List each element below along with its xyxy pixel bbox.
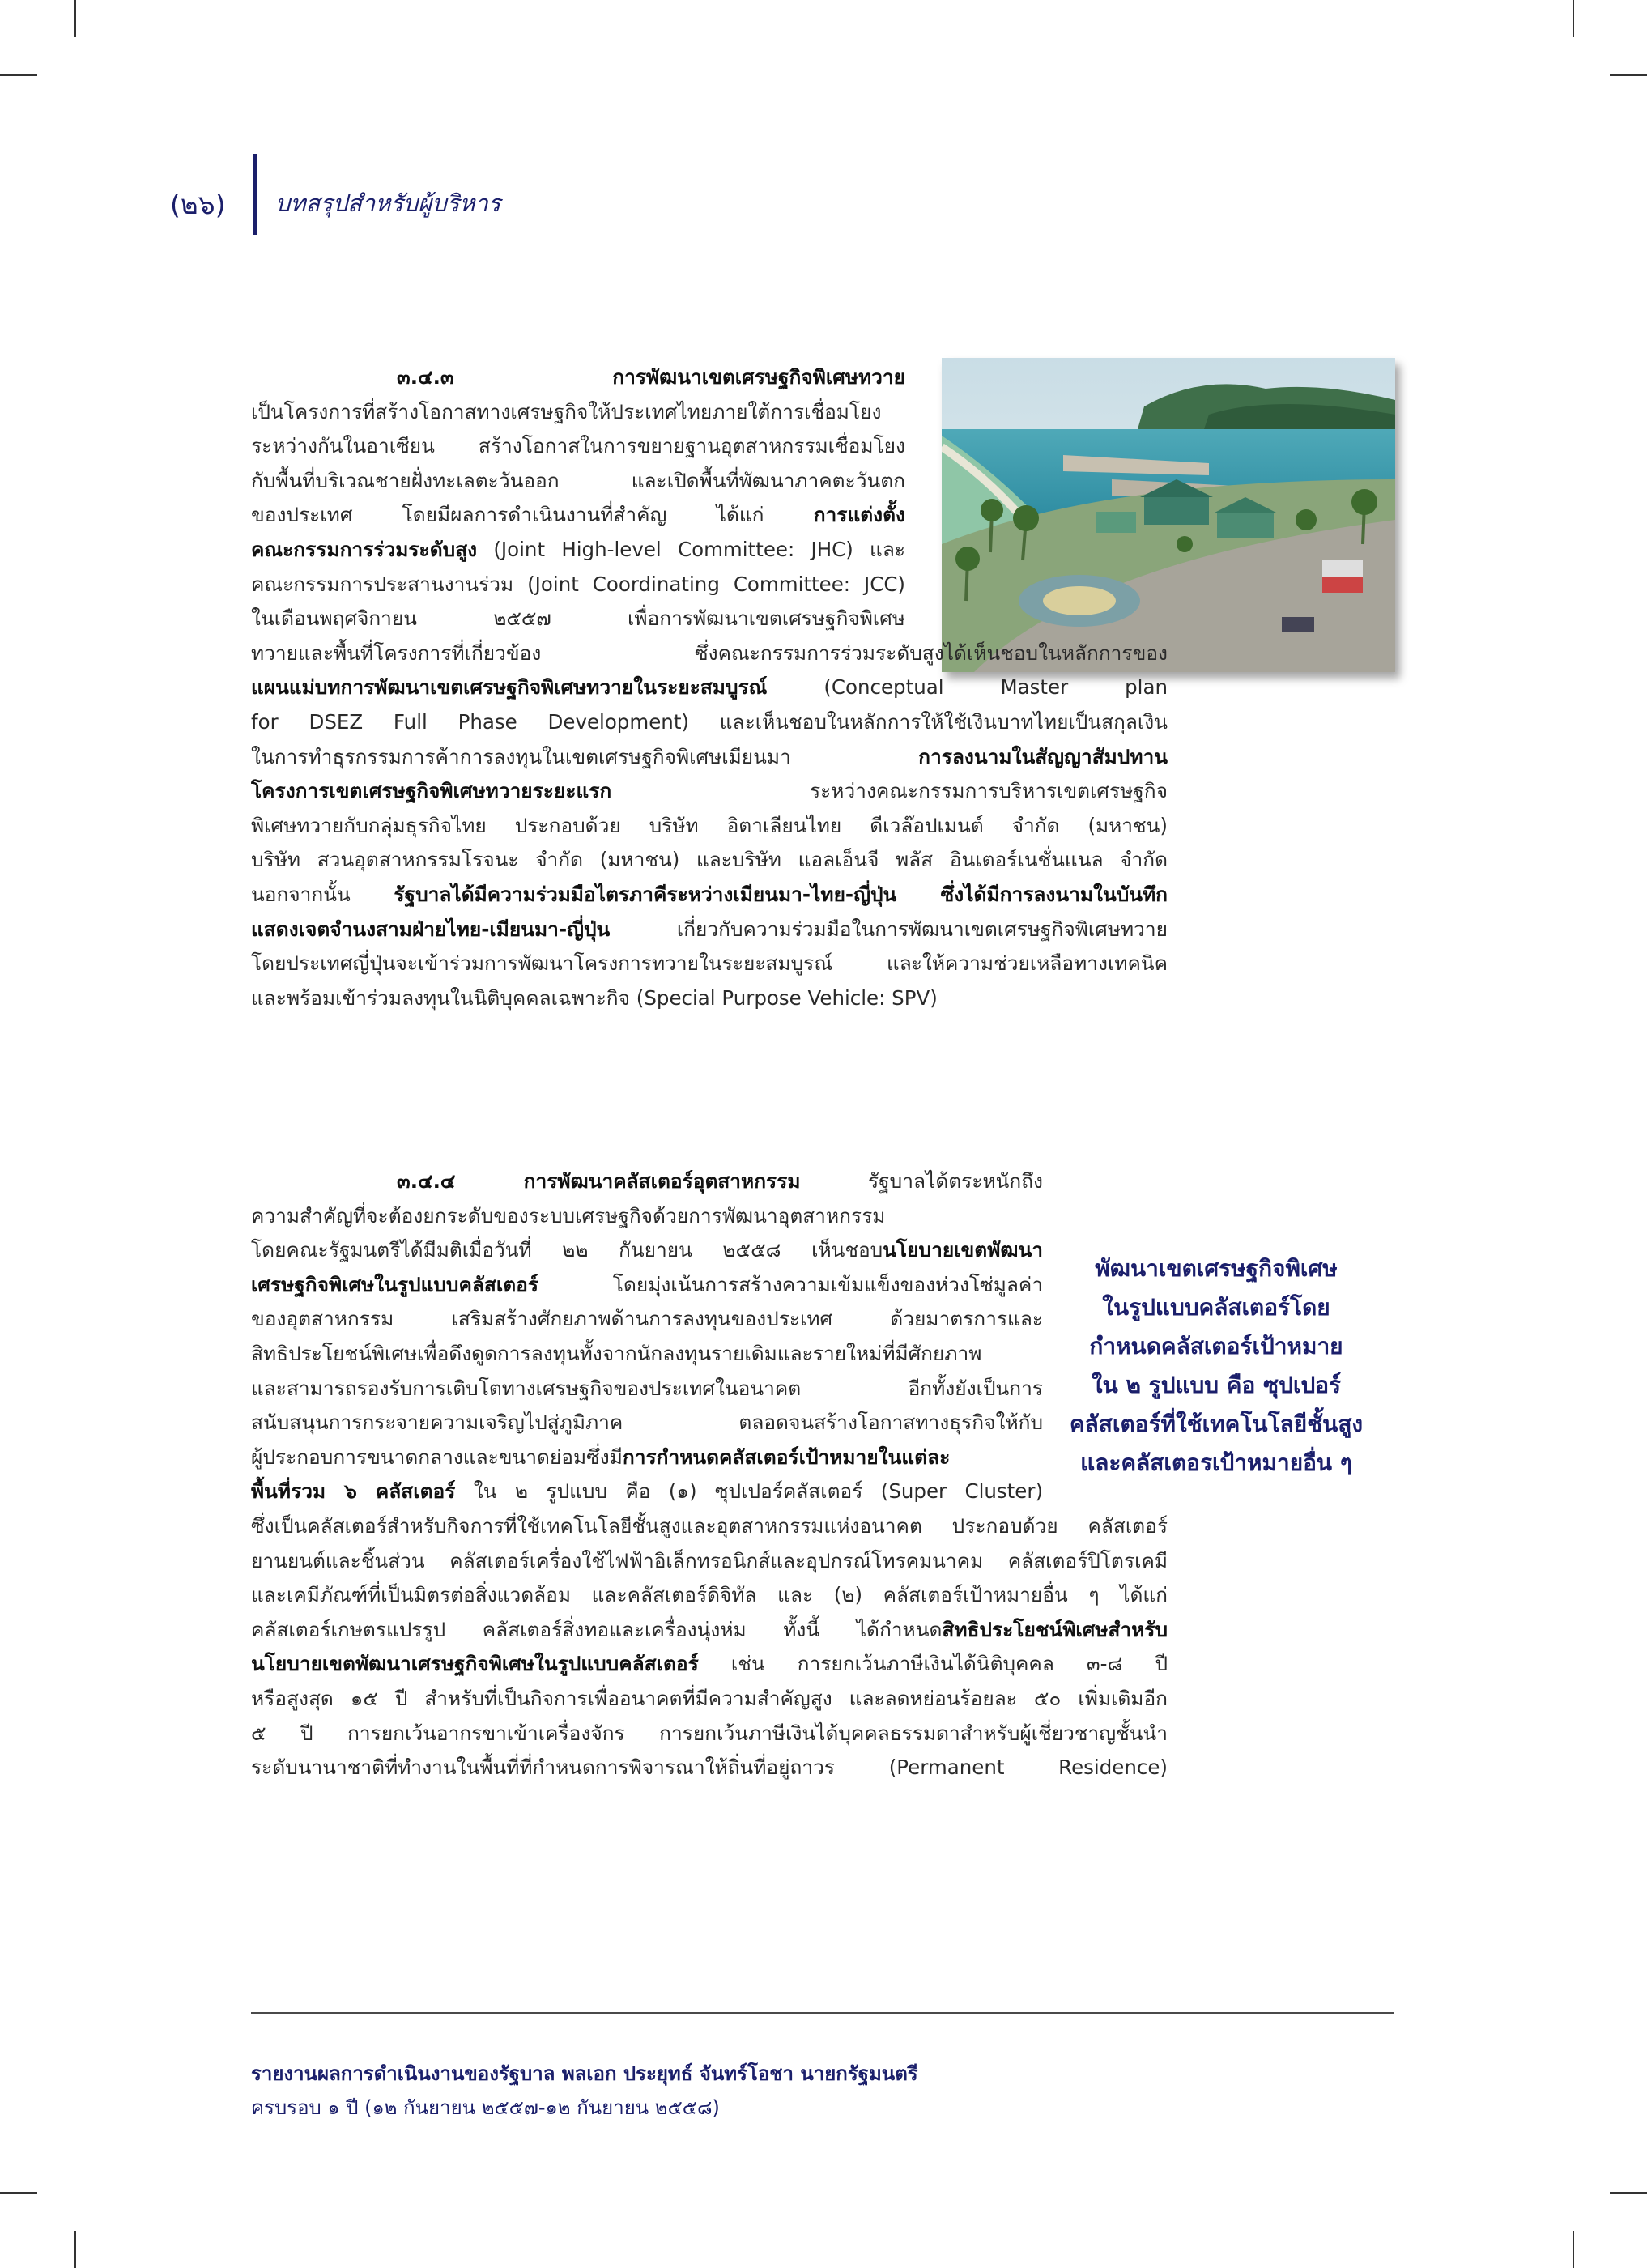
paragraph-line: และเคมีภัณฑ์ที่เป็นมิตรต่อสิ่งแวดล้อม และคลัสเตอร์ดิจิทัล และ (๒) คลัสเตอร์เป้าหมายอื่น ๆ ได้แก่	[251, 1583, 1168, 1607]
pull-quote-line: กำหนดคลัสเตอร์เป้าหมาย	[1089, 1333, 1343, 1360]
paragraph-line: หรือสูงสุด ๑๕ ปี สำหรับที่เป็นกิจการเพื่ออนาคตที่มีความสำคัญสูง และลดหย่อนร้อยละ ๕๐ เพิ่มเติมอีก	[251, 1686, 1168, 1710]
crop-mark	[74, 0, 76, 37]
paragraph-line: for DSEZ Full Phase Development) และเห็นชอบในหลักการให้ใช้เงินบาทไทยเป็นสกุลเงิน	[251, 709, 1168, 734]
paragraph-line: แสดงเจตจำนงสามฝ่ายไทย-เมียนมา-ญี่ปุ่น เกี่ยวกับความร่วมมือในการพัฒนาเขตเศรษฐกิจพิเศษทวาย	[251, 917, 1168, 941]
pull-quote-line: ในรูปแบบคลัสเตอร์โดย	[1102, 1294, 1330, 1321]
crop-mark	[1610, 74, 1647, 76]
paragraph-line: โดยประเทศญี่ปุ่นจะเข้าร่วมการพัฒนาโครงการทวายในระยะสมบูรณ์ และให้ความช่วยเหลือทางเทคนิค	[251, 951, 1168, 976]
section-3-4-3-dawei-sez	[251, 360, 1168, 1015]
paragraph-line: และสามารถรองรับการเติบโตทางเศรษฐกิจของประเทศในอนาคต อีกทั้งยังเป็นการ	[251, 1376, 1043, 1400]
pull-quote-line: และคลัสเตอรเป้าหมายอื่น ๆ	[1080, 1449, 1352, 1476]
section-title: บทสรุปสำหรับผู้บริหาร	[275, 189, 501, 217]
paragraph-line: พิเศษทวายกับกลุ่มธุรกิจไทย ประกอบด้วย บริษัท อิตาเลียนไทย ดีเวล๊อปเมนต์ จำกัด (มหาชน)	[251, 813, 1168, 837]
paragraph-line: คลัสเตอร์เกษตรแปรรูป คลัสเตอร์สิ่งทอและเครื่องนุ่งห่ม ทั้งนี้ ได้กำหนดสิทธิประโยชน์พิเศษสำหรับ	[251, 1617, 1168, 1641]
paragraph-line: และพร้อมเข้าร่วมลงทุนในนิติบุคคลเฉพาะกิจ (Special Purpose Vehicle: SPV)	[251, 985, 938, 1010]
paragraph-line: แผนแม่บทการพัฒนาเขตเศรษฐกิจพิเศษทวายในระยะสมบูรณ์ (Conceptual Master plan	[251, 675, 1168, 700]
paragraph-line: ทวายและพื้นที่โครงการที่เกี่ยวข้อง ซึ่งคณะกรรมการร่วมระดับสูงได้เห็นชอบในหลักการของ	[251, 640, 1168, 665]
header-divider	[253, 154, 257, 235]
paragraph-line: สนับสนุนการกระจายความเจริญไปสู่ภูมิภาค ตลอดจนสร้างโอกาสทางธุรกิจให้กับ	[251, 1411, 1043, 1435]
crop-mark	[1610, 2192, 1647, 2194]
section-3-4-4-industrial-cluster	[251, 1164, 1168, 1785]
paragraph-line: ระดับนานาชาติที่ทำงานในพื้นที่ที่กำหนดการพิจารณาให้ถิ่นที่อยู่ถาวร (Permanent Residence)	[251, 1755, 1168, 1780]
pull-quote-line: คลัสเตอร์ที่ใช้เทคโนโลยีชั้นสูง	[1069, 1411, 1364, 1437]
crop-mark	[1573, 0, 1574, 37]
page-footer	[251, 2057, 918, 2125]
paragraph-line: โครงการเขตเศรษฐกิจพิเศษทวายระยะแรก ระหว่างคณะกรรมการบริหารเขตเศรษฐกิจ	[251, 779, 1168, 803]
paragraph-line: เศรษฐกิจพิเศษในรูปแบบคลัสเตอร์ โดยมุ่งเน้นการสร้างความเข้มแข็งของห่วงโซ่มูลค่า	[251, 1272, 1043, 1296]
crop-mark	[0, 2192, 37, 2194]
page-number: (๒๖)	[170, 189, 226, 220]
paragraph-line: คณะกรรมการประสานงานร่วม (Joint Coordinating Committee: JCC)	[251, 572, 905, 596]
paragraph-line: นอกจากนั้น รัฐบาลได้มีความร่วมมือไตรภาคีระหว่างเมียนมา-ไทย-ญี่ปุ่น ซึ่งได้มีการลงนามในบันทึก	[251, 882, 1168, 906]
crop-mark	[74, 2231, 76, 2268]
paragraph-line: ยานยนต์และชิ้นส่วน คลัสเตอร์เครื่องใช้ไฟฟ้าอิเล็กทรอนิกส์และอุปกรณ์โทรคมนาคม คลัสเตอร์ปิโตรเคมี	[251, 1548, 1168, 1572]
paragraph-line: ๓.๔.๔ การพัฒนาคลัสเตอร์อุตสาหกรรม รัฐบาลได้ตระหนักถึง	[397, 1169, 1043, 1193]
footer-report-title: รายงานผลการดำเนินงานของรัฐบาล พลเอก ประยุทธ์ จันทร์โอชา นายกรัฐมนตรี	[251, 2062, 918, 2085]
section-heading: ๓.๔.๔ การพัฒนาคลัสเตอร์อุตสาหกรรม	[397, 1169, 801, 1193]
paragraph-line: ในการทำธุรกรรมการค้าการลงทุนในเขตเศรษฐกิจพิเศษเมียนมา การลงนามในสัญญาสัมปทาน	[251, 744, 1168, 768]
paragraph-line: เป็นโครงการที่สร้างโอกาสทางเศรษฐกิจให้ประเทศไทยภายใต้การเชื่อมโยง	[251, 399, 882, 423]
section-heading: ๓.๔.๓ การพัฒนาเขตเศรษฐกิจพิเศษทวาย	[397, 365, 905, 389]
paragraph-line: บริษัท สวนอุตสาหกรรมโรจนะ จำกัด (มหาชน) และบริษัท แอลเอ็นจี พลัส อินเตอร์เนชั่นแนล จำกัด	[251, 848, 1168, 872]
pull-quote	[1062, 1249, 1370, 1483]
paragraph-line: นโยบายเขตพัฒนาเศรษฐกิจพิเศษในรูปแบบคลัสเตอร์ เช่น การยกเว้นภาษีเงินได้นิติบุคคล ๓-๘ ปี	[251, 1652, 1168, 1676]
footer-report-period: ครบรอบ ๑ ปี (๑๒ กันยายน ๒๕๕๗-๑๒ กันยายน ๒๕๕๘)	[251, 2096, 720, 2119]
paragraph-line: โดยคณะรัฐมนตรีได้มีมติเมื่อวันที่ ๒๒ กันยายน ๒๕๕๘ เห็นชอบนโยบายเขตพัฒนา	[251, 1238, 1043, 1262]
paragraph-line: ระหว่างกันในอาเซียน สร้างโอกาสในการขยายฐานอุตสาหกรรมเชื่อมโยง	[251, 434, 905, 458]
paragraph-line: ความสำคัญที่จะต้องยกระดับของระบบเศรษฐกิจด้วยการพัฒนาอุตสาหกรรม	[251, 1203, 886, 1228]
paragraph-line: คณะกรรมการร่วมระดับสูง (Joint High-level Committee: JHC) และ	[251, 537, 905, 561]
crop-mark	[0, 74, 37, 76]
pull-quote-line: พัฒนาเขตเศรษฐกิจพิเศษ	[1095, 1255, 1338, 1282]
paragraph-line: พื้นที่รวม ๖ คลัสเตอร์ ใน ๒ รูปแบบ คือ (๑) ซุปเปอร์คลัสเตอร์ (Super Cluster)	[251, 1479, 1043, 1504]
paragraph-line: ในเดือนพฤศจิกายน ๒๕๕๗ เพื่อการพัฒนาเขตเศรษฐกิจพิเศษ	[251, 606, 905, 631]
paragraph-line: ๕ ปี การยกเว้นอากรขาเข้าเครื่องจักร การยกเว้นภาษีเงินได้บุคคลธรรมดาสำหรับผู้เชี่ยวชาญชั้นนำ	[251, 1721, 1168, 1745]
paragraph-line: ของอุตสาหกรรม เสริมสร้างศักยภาพด้านการลงทุนของประเทศ ด้วยมาตรการและ	[251, 1307, 1043, 1331]
crop-mark	[1573, 2231, 1574, 2268]
pull-quote-line: ใน ๒ รูปแบบ คือ ซุปเปอร์	[1091, 1372, 1342, 1398]
footer-divider	[251, 2012, 1394, 2014]
paragraph-line: ซึ่งเป็นคลัสเตอร์สำหรับกิจการที่ใช้เทคโนโลยีชั้นสูงและอุตสาหกรรมแห่งอนาคต ประกอบด้วย คลัสเตอร์	[251, 1513, 1168, 1538]
paragraph-line: ผู้ประกอบการขนาดกลางและขนาดย่อมซึ่งมีการกำหนดคลัสเตอร์เป้าหมายในแต่ละ	[251, 1445, 951, 1469]
paragraph-line: ของประเทศ โดยมีผลการดำเนินงานที่สำคัญ ได้แก่ การแต่งตั้ง	[251, 503, 905, 527]
paragraph-line: กับพื้นที่บริเวณชายฝั่งทะเลตะวันออก และเปิดพื้นที่พัฒนาภาคตะวันตก	[251, 468, 905, 492]
paragraph-line: สิทธิประโยชน์พิเศษเพื่อดึงดูดการลงทุนทั้งจากนักลงทุนรายเดิมและรายใหม่ที่มีศักยภาพ	[251, 1341, 982, 1365]
